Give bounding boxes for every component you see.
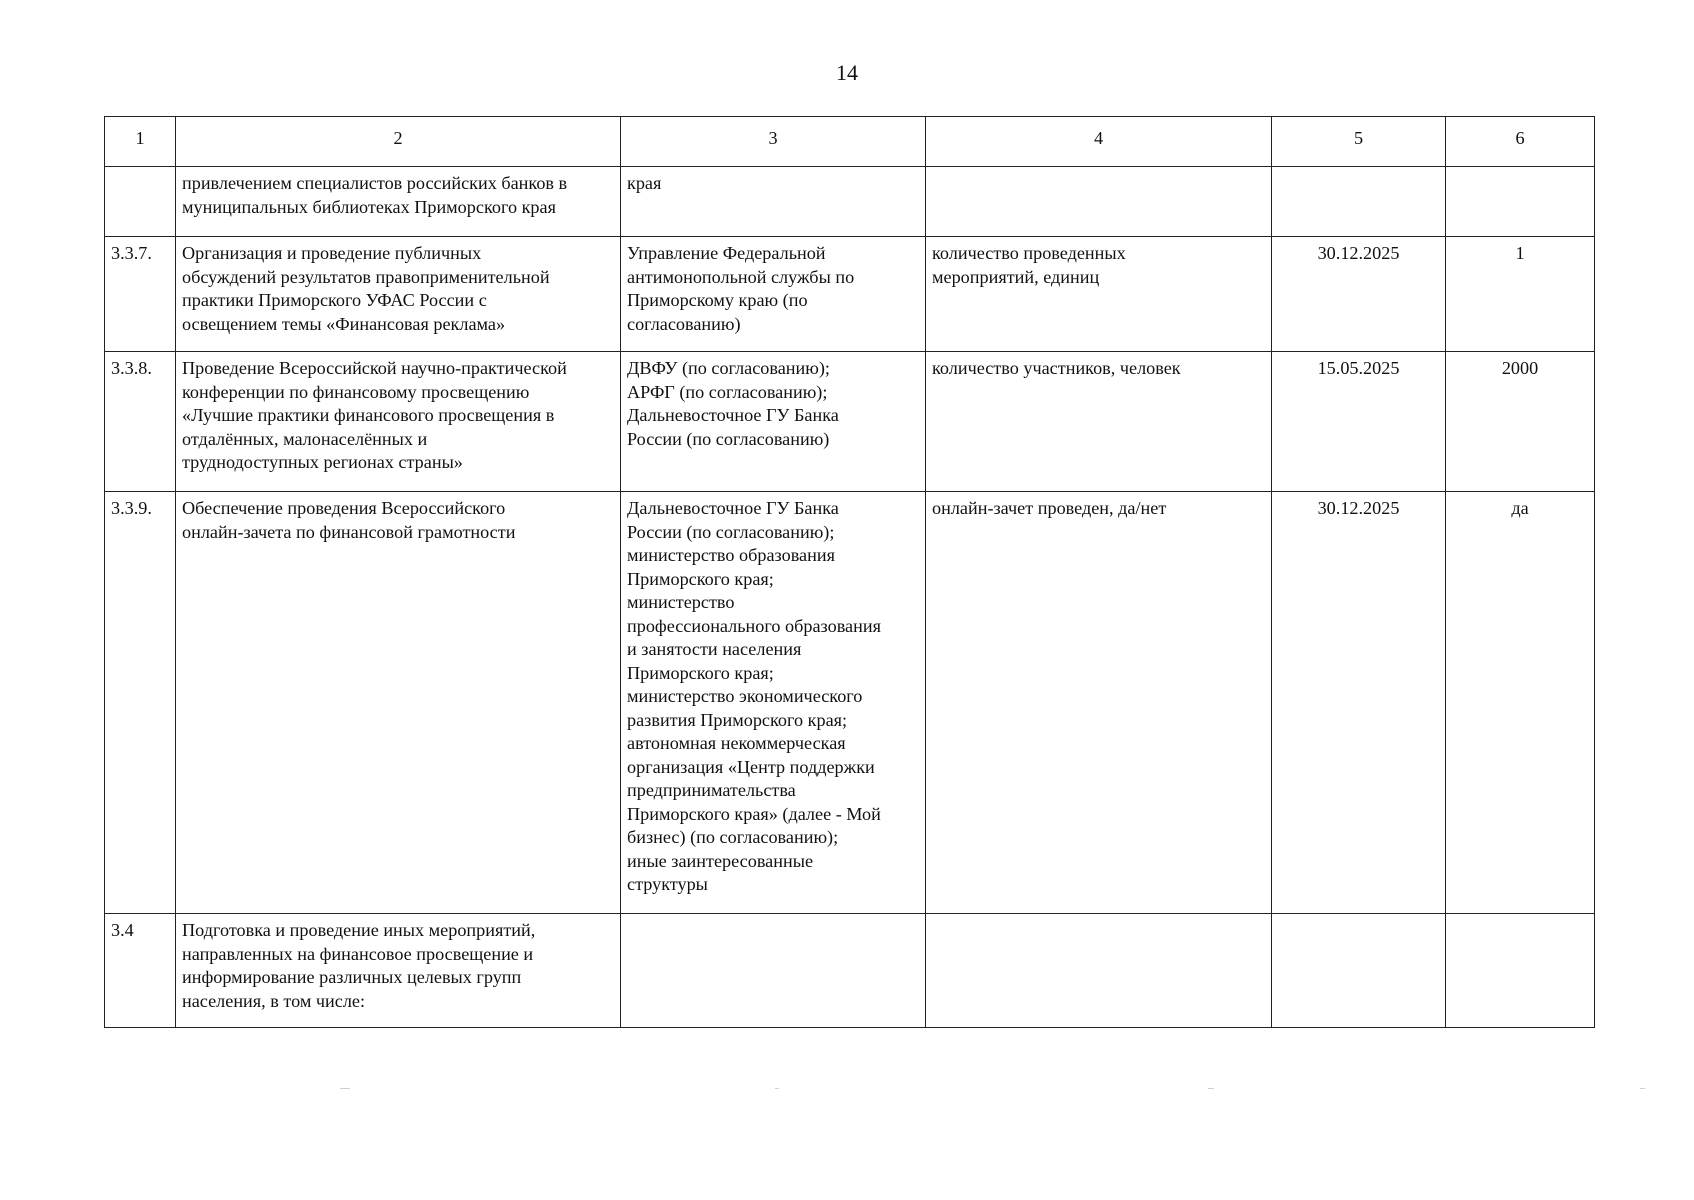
scan-speck: [340, 1088, 350, 1089]
target-value-cell: 2000: [1446, 352, 1595, 492]
event-cell-line: конференции по финансовому просвещению: [182, 381, 530, 402]
event-cell-line: Проведение Всероссийской научно-практической: [182, 358, 567, 378]
header-cell-2: 2: [176, 117, 621, 167]
executor-cell-line: профессионального образования: [627, 615, 881, 636]
executor-cell-line: антимонопольной службы по: [627, 266, 855, 287]
event-cell-line: привлечением специалистов российских банков в: [182, 173, 568, 193]
row-number-cell: [105, 167, 176, 237]
table-row: [105, 237, 1595, 352]
event-cell: [176, 167, 621, 237]
event-cell-line: населения, в том числе:: [182, 990, 366, 1011]
executor-cell-line: России (по согласованию);: [627, 521, 835, 542]
executor-cell-line: организация «Центр поддержки: [627, 756, 875, 777]
executor-cell-line: Дальневосточное ГУ Банка: [627, 498, 839, 518]
table-header-row: [105, 117, 1595, 167]
executor-cell-line: Управление Федеральной: [627, 243, 826, 263]
header-cell-6: 6: [1446, 117, 1595, 167]
executor-cell-line: России (по согласованию): [627, 428, 830, 449]
indicator-cell-line: онлайн-зачет проведен, да/нет: [932, 498, 1167, 518]
executor-cell: [621, 167, 926, 237]
indicator-cell: [926, 914, 1272, 1028]
event-cell: [176, 237, 621, 352]
row-number-cell: 3.3.9.: [105, 492, 176, 914]
event-cell-line: «Лучшие практики финансового просвещения в: [182, 405, 555, 425]
table-row: [105, 914, 1595, 1028]
row-number-cell: 3.3.7.: [105, 237, 176, 352]
page-number: 14: [836, 60, 858, 85]
event-cell-line: практики Приморского УФАС России с: [182, 290, 487, 310]
executor-cell: [621, 914, 926, 1028]
table-row: [105, 167, 1595, 237]
deadline-cell: 30.12.2025: [1272, 237, 1446, 352]
event-cell-line: Организация и проведение публичных: [182, 243, 482, 263]
event-cell-line: Обеспечение проведения Всероссийского: [182, 498, 506, 518]
executor-cell: [621, 237, 926, 352]
event-cell-line: обсуждений результатов правоприменительной: [182, 266, 550, 287]
executor-cell-line: структуры: [627, 874, 708, 894]
scan-speck: [1640, 1088, 1645, 1089]
scan-speck: [1208, 1088, 1214, 1089]
header-cell-5: 5: [1272, 117, 1446, 167]
executor-cell-line: бизнес) (по согласованию);: [627, 827, 839, 847]
executor-cell-line: АРФГ (по согласованию);: [627, 381, 828, 402]
indicator-cell: [926, 237, 1272, 352]
event-cell-line: онлайн-зачета по финансовой грамотности: [182, 521, 516, 542]
target-value-cell: [1446, 914, 1595, 1028]
row-number-cell: 3.4: [105, 914, 176, 1028]
header-cell-1: 1: [105, 117, 176, 167]
executor-cell-line: министерство: [627, 592, 735, 612]
event-cell-line: Подготовка и проведение иных мероприятий,: [182, 920, 536, 940]
row-number-cell: 3.3.8.: [105, 352, 176, 492]
header-cell-3: 3: [621, 117, 926, 167]
deadline-cell: 30.12.2025: [1272, 492, 1446, 914]
indicator-cell-line: количество проведенных: [932, 243, 1126, 263]
table-row: [105, 352, 1595, 492]
executor-cell: [621, 492, 926, 914]
executor-cell-line: иные заинтересованные: [627, 850, 814, 871]
executor-cell-line: министерство образования: [627, 545, 835, 565]
scan-speck: [775, 1088, 779, 1089]
event-cell-line: муниципальных библиотеках Приморского края: [182, 196, 556, 217]
indicator-cell: [926, 492, 1272, 914]
executor-cell-line: Приморского края;: [627, 568, 774, 589]
event-cell-line: освещением темы «Финансовая реклама»: [182, 313, 506, 334]
indicator-cell-line: количество участников, человек: [932, 358, 1181, 378]
event-cell-line: направленных на финансовое просвещение и: [182, 943, 534, 964]
event-cell-line: труднодоступных регионах страны»: [182, 452, 463, 472]
executor-cell-line: Дальневосточное ГУ Банка: [627, 405, 839, 425]
event-cell: [176, 914, 621, 1028]
event-cell: [176, 492, 621, 914]
executor-cell-line: министерство экономического: [627, 686, 863, 706]
executor-cell-line: развития Приморского края;: [627, 709, 848, 730]
deadline-cell: 15.05.2025: [1272, 352, 1446, 492]
event-cell-line: информирование различных целевых групп: [182, 967, 522, 987]
executor-cell-line: Приморского края;: [627, 662, 774, 683]
executor-cell-line: предпринимательства: [627, 780, 796, 800]
deadline-cell: [1272, 167, 1446, 237]
table-row: [105, 492, 1595, 914]
target-value-cell: 1: [1446, 237, 1595, 352]
executor-cell-line: ДВФУ (по согласованию);: [627, 358, 830, 378]
executor-cell-line: Приморскому краю (по: [627, 290, 808, 310]
event-cell: [176, 352, 621, 492]
indicator-cell-line: мероприятий, единиц: [932, 266, 1100, 287]
indicator-cell: [926, 167, 1272, 237]
target-value-cell: [1446, 167, 1595, 237]
executor-cell: [621, 352, 926, 492]
target-value-cell: да: [1446, 492, 1595, 914]
event-cell-line: отдалённых, малонаселённых и: [182, 428, 428, 449]
deadline-cell: [1272, 914, 1446, 1028]
indicator-cell: [926, 352, 1272, 492]
executor-cell-line: Приморского края» (далее - Мой: [627, 803, 881, 824]
executor-cell-line: согласованию): [627, 313, 741, 334]
executor-cell-line: автономная некоммерческая: [627, 733, 846, 753]
header-cell-4: 4: [926, 117, 1272, 167]
measures-table: [104, 116, 1595, 1028]
executor-cell-line: края: [627, 173, 662, 193]
executor-cell-line: и занятости населения: [627, 639, 802, 659]
